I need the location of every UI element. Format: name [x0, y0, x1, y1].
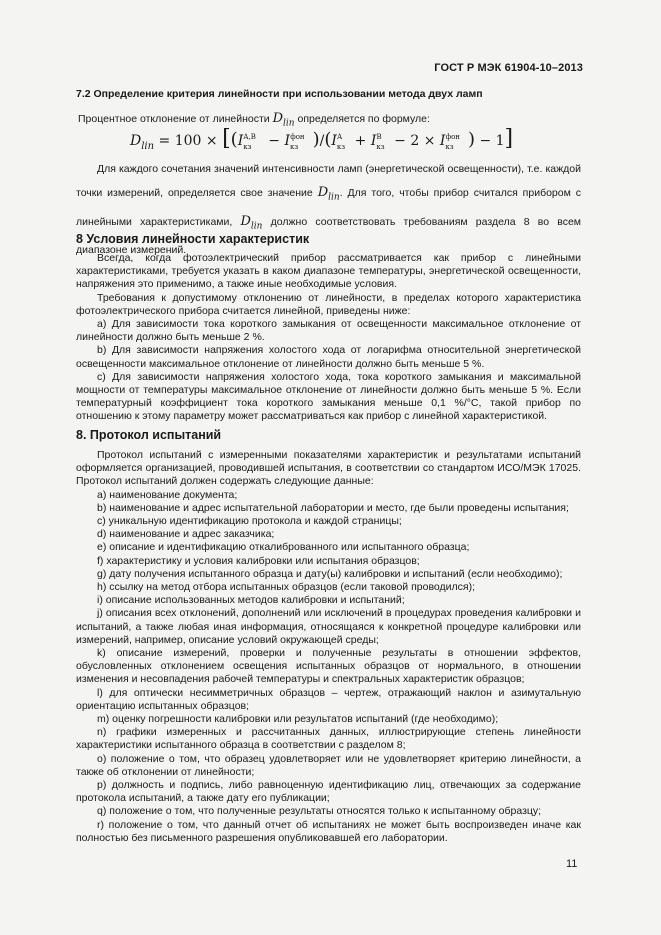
paragraph: Требования к допустимому отклонению от линейности, в пределах которого характеристика фотоэлектрического прибора считается линейной, приведены ниже: [76, 291, 581, 317]
protocol-body [76, 449, 581, 845]
section-7-2-body [76, 157, 581, 262]
list-item: m) оценку погрешности калибровки или результатов испытаний (где необходимо); [97, 713, 499, 726]
list-item: a) наименование документа; [97, 488, 238, 501]
list-item: f) характеристику и условия калибровки или испытания образцов; [97, 554, 420, 567]
list-item: e) описание и идентификацию откалиброванного или испытанного образца; [97, 541, 470, 554]
dlin-symbol: $D_{lin}$ [317, 185, 340, 203]
section-8-body [76, 252, 581, 424]
list-item: c) Для зависимости напряжения холостого хода, тока короткого замыкания и максимальной мощности от температуры максимальное отклонение от линейности должно быть меньше 5 %. Если температурный коэффициент тока короткого замыкания меньше 0,1 %/°С, такой прибор по отношению к этому параметру может рассматриваться как прибор с линейной характеристикой. [76, 370, 581, 423]
list-item: o) положение о том, что образец удовлетворяет или не удовлетворяет критерию линейности, а также об отклонении от линейности; [76, 752, 581, 778]
list-item: r) положение о том, что данный отчет об испытаниях не может быть воспроизведен иначе как полностью без письменного разрешения опубликовавшей его лаборатории. [76, 818, 581, 844]
paragraph: Всегда, когда фотоэлектрический прибор рассматривается как прибор с линейными характеристиками, требуется указать в каком диапазоне температуры, энергетической освещенности, напряжения это применимо, а также иные необходимые условия. [76, 252, 581, 291]
list-item: c) уникальную идентификацию протокола и каждой страницы; [97, 515, 402, 528]
list-item: h) ссылку на метод отбора испытанных образцов (если таковой проводился); [97, 581, 475, 594]
section-7-2-paragraph: Для каждого сочетания значений интенсивности ламп (энергетической освещенности), т.е. каждой точки измерений, определяется свое значение $D_{lin}$. Для того, чтобы прибор считался прибором с линейными характеристиками, $D_{lin}$ должно соответствовать требованиям раздела 8 во всем диапазоне измерений. [76, 163, 581, 257]
section-8-heading: 8 Условия линейности характеристик [76, 232, 310, 246]
list-item: b) наименование и адрес испытательной лаборатории и место, где были проведены испытания; [97, 501, 569, 514]
list-item: q) положение о том, что полученные результаты относятся только к испытанному образцу; [97, 805, 542, 818]
dlin-symbol: $D_{lin}$ [272, 111, 295, 129]
list-item: j) описания всех отклонений, дополнений или исключений в процедурах проведения калибровки и испытаний, а также любая иная информация, относящаяся к конкретной процедуре калибровки или измерений, например, описание условий окружающей среды; [76, 607, 581, 646]
dlin-symbol: $D_{lin}$ [240, 213, 263, 232]
section-7-2-heading: 7.2 Определение критерия линейности при использовании метода двух ламп [76, 88, 483, 100]
list-item: l) для оптически несимметричных образцов – чертеж, отражающий наклон и азимутальную ориентацию испытанных образцов; [76, 686, 581, 712]
list-item: g) дату получения испытанного образца и дату(ы) калибровки и испытаний (если необходимо); [97, 567, 563, 580]
list-item: a) Для зависимости тока короткого замыкания от освещенности максимальное отклонение от линейности должно быть меньше 2 %. [76, 318, 581, 344]
intro-text-after: определяется по формуле: [297, 113, 430, 125]
page-number: 11 [566, 858, 578, 870]
section-8-protocol-heading: 8. Протокол испытаний [76, 428, 222, 442]
standard-header: ГОСТ Р МЭК 61904-10–2013 [434, 62, 583, 74]
list-item: b) Для зависимости напряжения холостого хода от логарифма относительной энергетической освещенности максимальное отклонение от линейности должно быть меньше 5 %. [76, 344, 581, 370]
paragraph: Протокол испытаний с измеренными показателями характеристик и результатами испытаний оформляется организацией, проводившей испытания, в соответствии со стандартом ИСО/МЭК 17025. Протокол испытаний должен содержать следующие данные: [76, 449, 581, 488]
intro-text-before: Процентное отклонение от линейности [78, 113, 270, 125]
dlin-formula: $D_{lin} = 100 \times [(I_{кз}^{A,B} - I_{кз}^{фон}$ )$/(I_{кз}^A + I_{кз}^B - 2 \times I_{кз}^{фон}$ ) − 1] [130, 126, 514, 152]
list-item: d) наименование и адрес заказчика; [97, 528, 275, 541]
list-item: i) описание использованных методов калибровки и испытаний; [97, 594, 405, 607]
list-item: p) должность и подпись, либо равноценную идентификацию лиц, отвечающих за содержание протокола испытаний, а также дату его публикации; [76, 779, 581, 805]
list-item: n) графики измеренных и рассчитанных данных, иллюстрирующие степень линейности характеристики испытанного образца в соответствии с разделом 8; [76, 726, 581, 752]
list-item: k) описание измерений, проверки и полученные результаты в отношении эффектов, обусловленных отклонением освещения испытанных образцов от нормального, в отношении изменения и несовпадения рабочей температуры и спектральных характеристик образцов; [76, 647, 581, 686]
